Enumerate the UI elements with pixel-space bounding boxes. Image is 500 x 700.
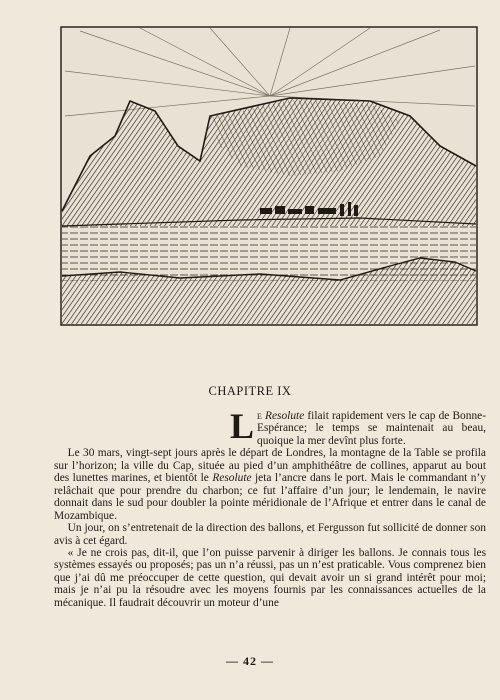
body-text bbox=[54, 406, 486, 609]
ship-name: Resolute bbox=[212, 472, 252, 485]
paragraph-2-text-a: Le 30 mars, vingt-sept jours après le départ de Londres, la montagne de la Table se profila sur l’horizon; la ville du Cap, située au pied d’un amphithéâtre de collines, apparut au bout des lunettes marines, et bientôt le bbox=[54, 447, 486, 485]
paragraph-2-text-b: jeta l’ancre dans le port. Mais le commandant n’y relâchait que pour prendre du charbon; ce fut l’affaire d’un jour; le lendemain, le navire donnait dans le sud pour doubler la pointe méridionale de l’Afrique et entrer dans le canal de Mozambique. bbox=[54, 472, 486, 522]
chapter-heading: CHAPITRE IX bbox=[208, 384, 292, 398]
page-number: — 42 — bbox=[226, 654, 274, 668]
paragraph-1 bbox=[54, 406, 486, 447]
paragraph-4: « Je ne crois pas, dit-il, que l’on puisse parvenir à diriger les ballons. Je connais tous les systèmes essayés ou proposés; pas un n’a réussi, pas un n’est praticable. Vous comprenez bien que j’ai dû me préoccuper de cette question, qui devait avoir un si grand intérêt pour moi; mais je n’ai pu la résoudre avec les moyens fournis par les connaissances actuelles de la mécanique. Il faudrait découvrir un moteur d’une bbox=[54, 546, 486, 609]
engraving-svg bbox=[60, 26, 478, 326]
table-mountain-engraving bbox=[60, 26, 478, 326]
drop-cap: L bbox=[230, 406, 255, 446]
paragraph-1-text: filait rapidement vers le cap de Bonne-Espérance; le temps se maintenait au beau, quoique la mer devînt plus forte. bbox=[257, 410, 486, 447]
paragraph-3: Un jour, on s’entretenait de la direction des ballons, et Fergusson fut sollicité de donner son avis à cet égard. bbox=[54, 522, 486, 547]
paragraph-2 bbox=[54, 447, 486, 522]
first-word-rest: e bbox=[257, 410, 262, 422]
ship-name: Resolute bbox=[265, 410, 305, 422]
